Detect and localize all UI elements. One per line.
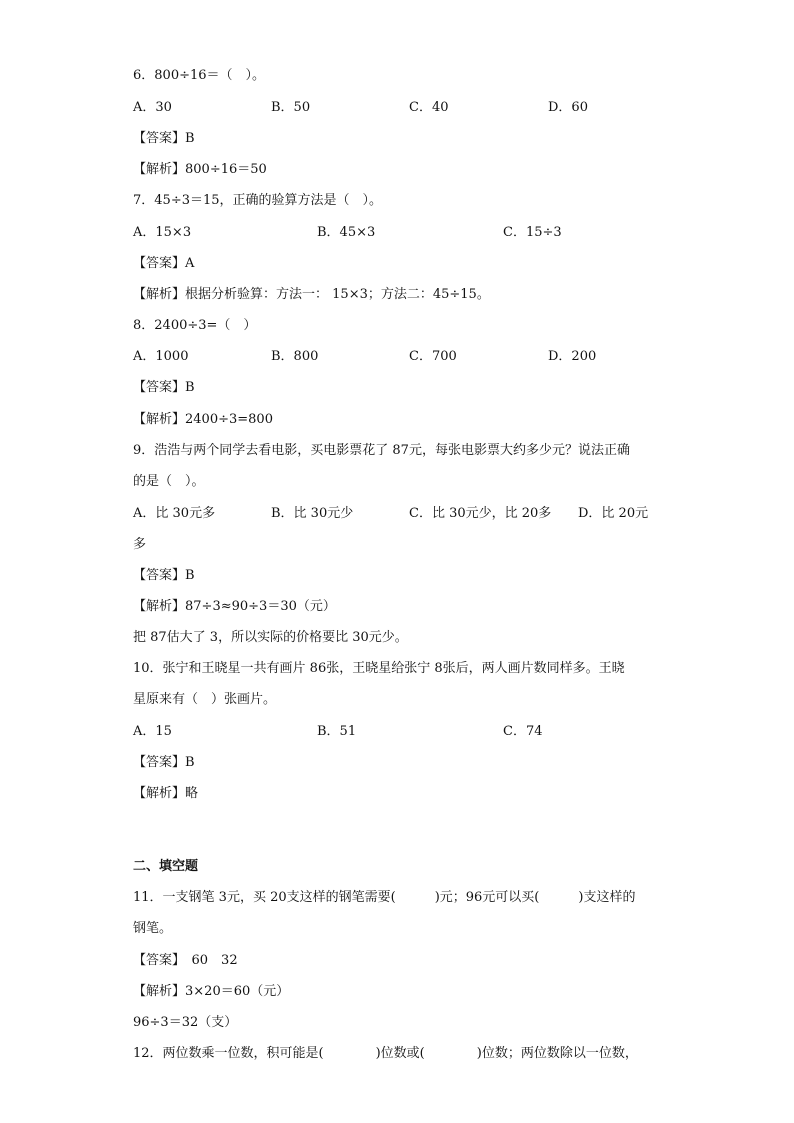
- q6-analysis: [133, 162, 267, 178]
- analysis-label: 【解析】: [133, 287, 186, 302]
- q9-option-d-wrap: 多: [133, 537, 147, 552]
- analysis-text: 2400÷3=800: [185, 412, 273, 427]
- q9-option-a: A．比 30元多: [133, 506, 216, 521]
- q7-answer: [133, 256, 194, 272]
- q8-option-a: A．1000: [133, 349, 189, 364]
- q10-answer: [133, 755, 195, 771]
- answer-value: B: [185, 755, 195, 770]
- answer-label: 【答案】: [133, 568, 186, 583]
- q6-option-d: D．60: [548, 100, 588, 115]
- analysis-text: 根据分析验算：方法一： 15×3；方法二：45÷15。: [185, 287, 490, 302]
- q7-option-b: B．45×3: [317, 225, 376, 240]
- analysis-label: 【解析】: [133, 162, 186, 177]
- q8-option-b: B．800: [271, 349, 319, 364]
- q6-option-b: B．50: [271, 100, 311, 115]
- q10-option-b: B．51: [317, 724, 357, 739]
- analysis-text: 87÷3≈90÷3＝30（元）: [185, 599, 336, 614]
- analysis-text: 800÷16＝50: [185, 162, 267, 177]
- analysis-label: 【解析】: [133, 984, 186, 999]
- answer-label: 【答案】: [133, 380, 186, 395]
- q8-answer: [133, 380, 195, 396]
- q8-question: 8．2400÷3=（ ）: [133, 318, 257, 333]
- q9-question-line1: 9．浩浩与两个同学去看电影，买电影票花了 87元，每张电影票大约多少元？说法正确: [133, 443, 630, 458]
- q9-question-line2: 的是（ ）。: [133, 474, 205, 489]
- q9-analysis: [133, 599, 336, 615]
- answer-value: B: [185, 568, 195, 583]
- q9-option-d: D．比 20元: [578, 506, 649, 521]
- q10-analysis: [133, 786, 198, 802]
- q6-option-c: C．40: [409, 100, 449, 115]
- q9-answer: [133, 568, 195, 584]
- answer-value: B: [185, 131, 195, 146]
- q11-question-line2: 钢笔。: [133, 921, 173, 936]
- q8-option-d: D．200: [548, 349, 597, 364]
- answer-label: 【答案】: [133, 131, 186, 146]
- q6-option-a: A．30: [133, 100, 172, 115]
- analysis-label: 【解析】: [133, 412, 186, 427]
- analysis-text: 3×20＝60（元）: [185, 984, 290, 999]
- q11-analysis-line2: 96÷3＝32（支）: [133, 1015, 238, 1030]
- q7-analysis: [133, 287, 490, 303]
- q12-question-line1: 12．两位数乘一位数，积可能是( )位数或( )位数；两位数除以一位数，: [133, 1046, 638, 1061]
- answer-label: 【答案】: [133, 953, 179, 968]
- analysis-text: 略: [185, 786, 199, 801]
- q10-option-a: A．15: [133, 724, 172, 739]
- answer-value: 60 32: [178, 953, 238, 968]
- answer-label: 【答案】: [133, 755, 186, 770]
- q10-question-line2: 星原来有（ ）张画片。: [133, 692, 277, 707]
- q8-option-c: C．700: [409, 349, 457, 364]
- answer-value: B: [185, 380, 195, 395]
- answer-label: 【答案】: [133, 256, 186, 271]
- q6-question: 6．800÷16＝（ ）。: [133, 68, 266, 83]
- q9-analysis-line2: 把 87估大了 3，所以实际的价格要比 30元少。: [133, 630, 408, 645]
- q10-option-c: C．74: [503, 724, 543, 739]
- q11-answer: [133, 953, 238, 969]
- q8-analysis: [133, 412, 273, 428]
- q9-option-b: B．比 30元少: [271, 506, 354, 521]
- analysis-label: 【解析】: [133, 786, 186, 801]
- q9-option-c: C．比 30元少，比 20多: [409, 506, 552, 521]
- q10-question-line1: 10．张宁和王晓星一共有画片 86张，王晓星给张宁 8张后，两人画片数同样多。王晓: [133, 661, 625, 676]
- q11-analysis: [133, 984, 289, 1000]
- answer-value: A: [185, 256, 195, 271]
- section-title: 二、填空题: [133, 859, 199, 874]
- q7-option-c: C．15÷3: [503, 225, 562, 240]
- analysis-label: 【解析】: [133, 599, 186, 614]
- q7-question: 7．45÷3＝15，正确的验算方法是（ ）。: [133, 193, 383, 208]
- q11-question-line1: 11．一支钢笔 3元，买 20支这样的钢笔需要( )元；96元可以买( )支这样的: [133, 890, 636, 905]
- q6-answer: [133, 131, 195, 147]
- q7-option-a: A．15×3: [133, 225, 192, 240]
